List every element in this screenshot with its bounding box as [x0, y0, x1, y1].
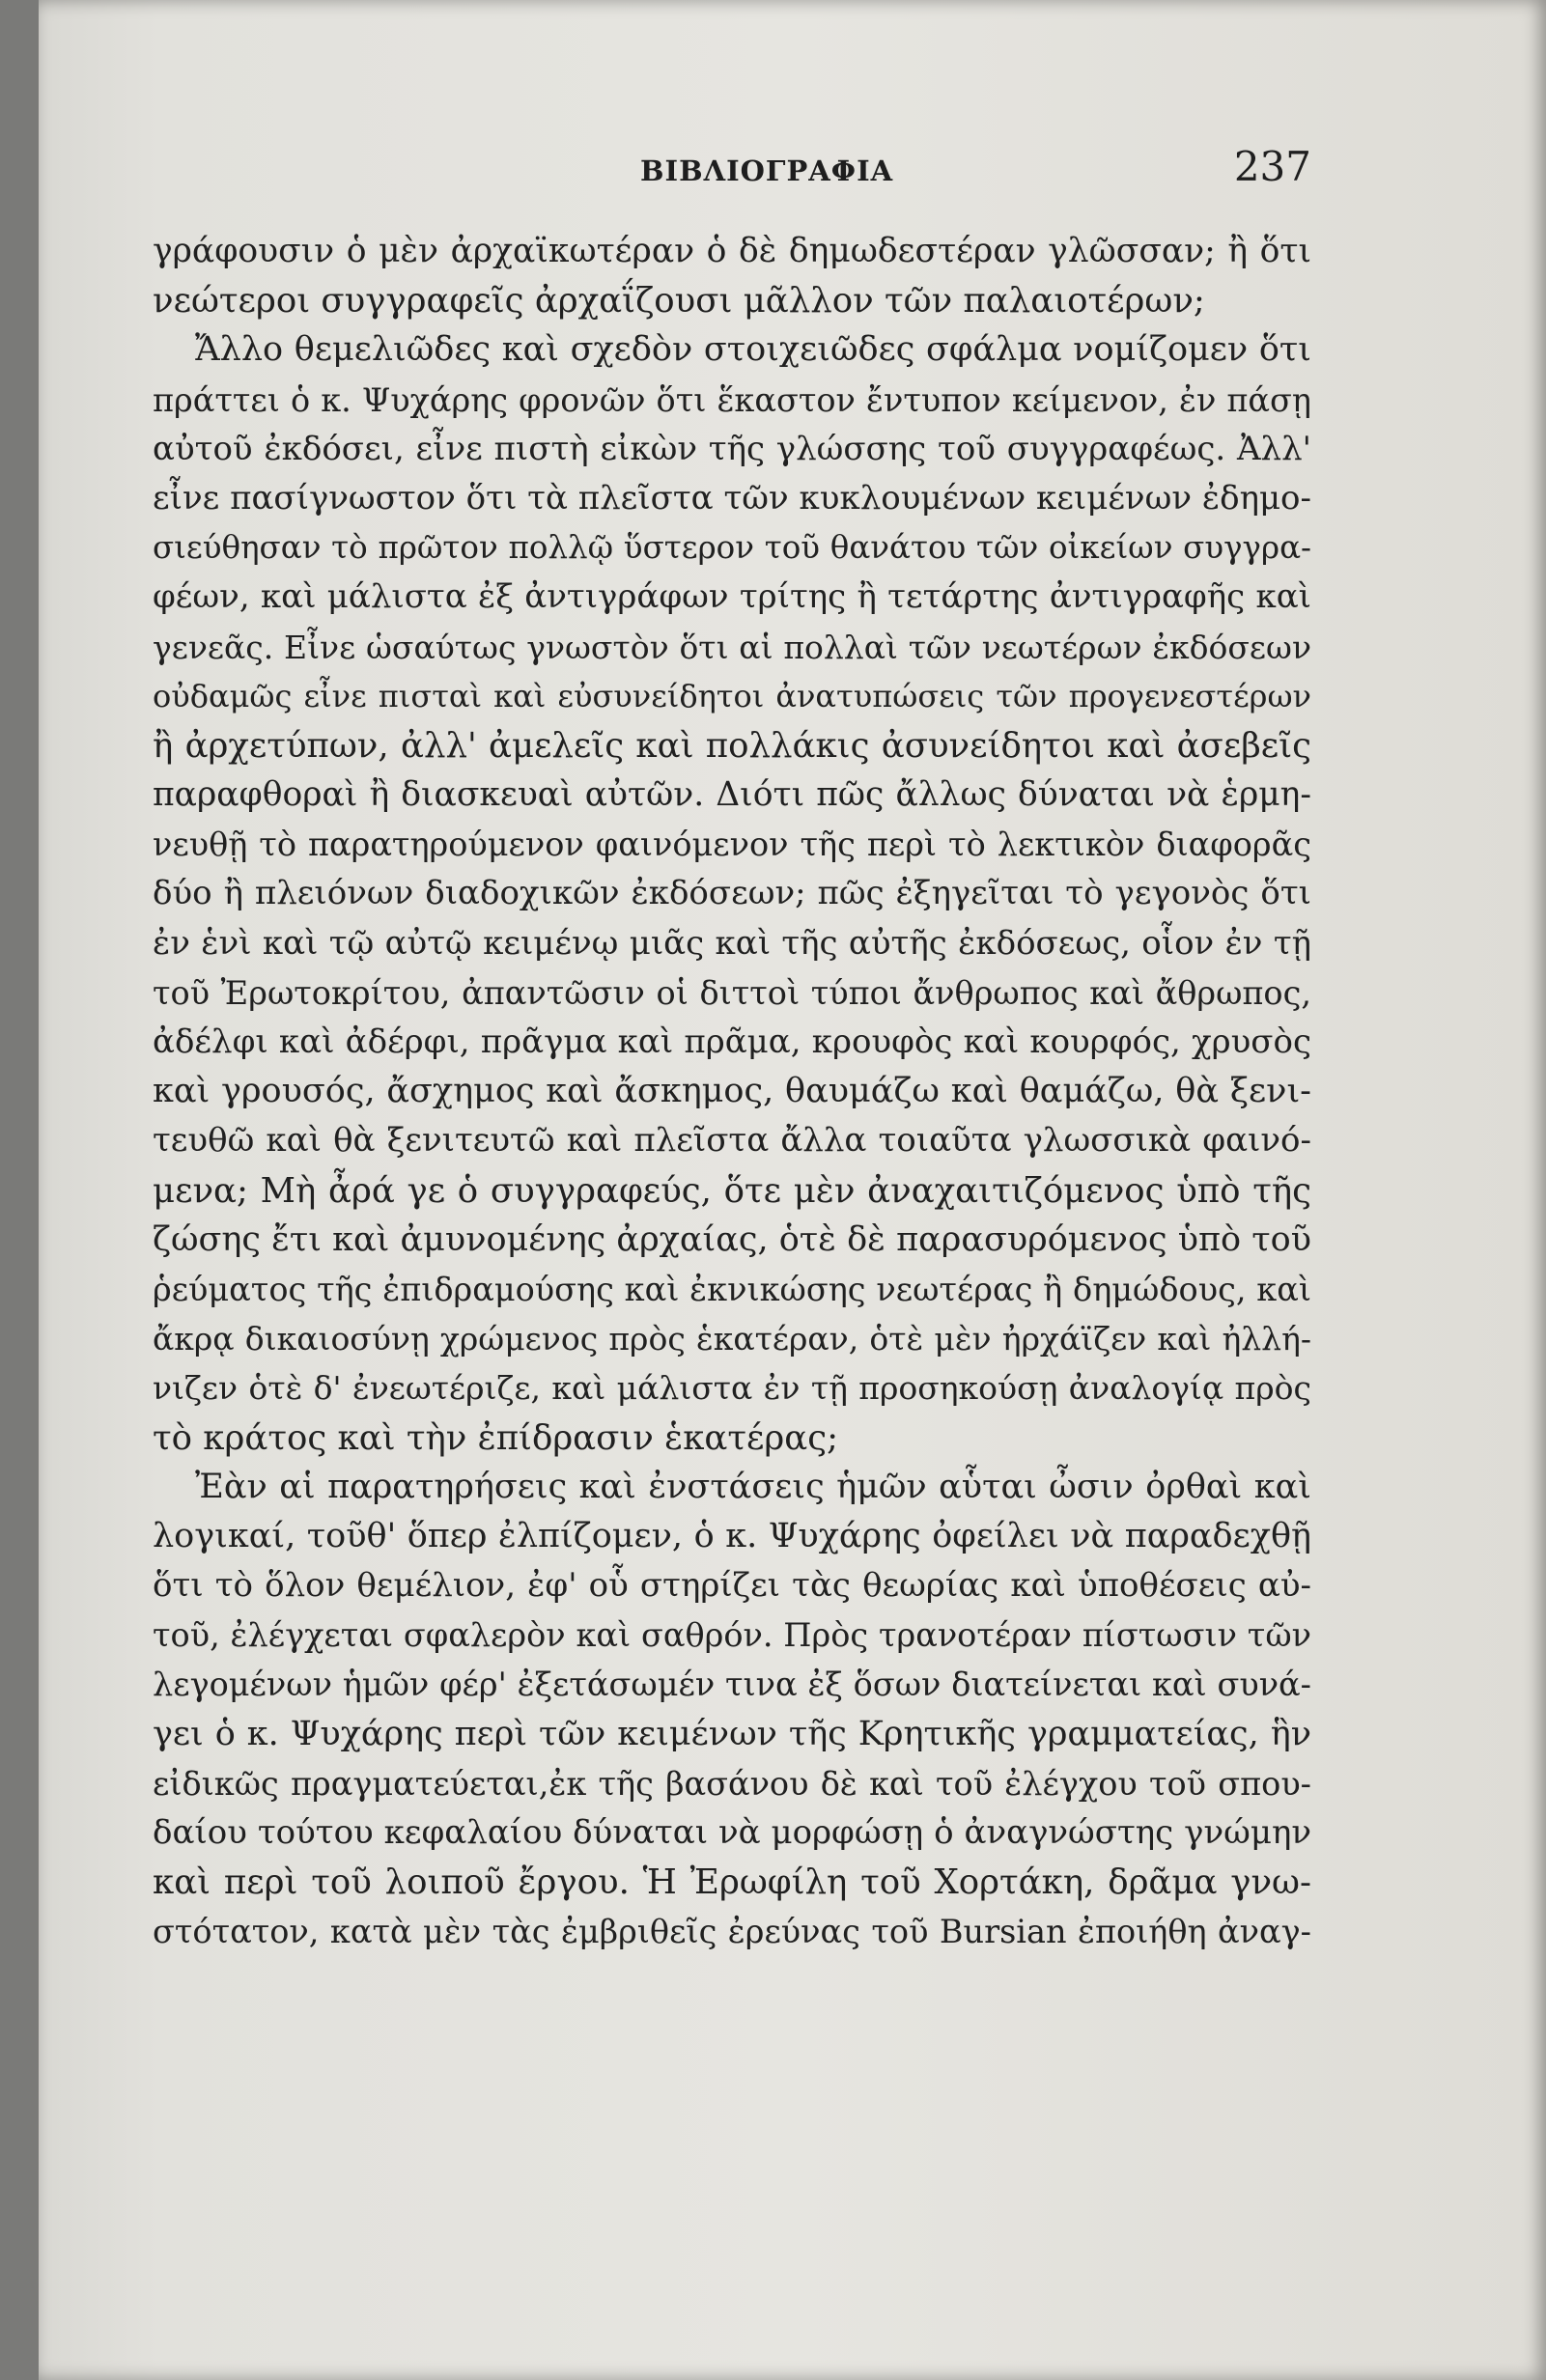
text-line: ἀδέλφι καὶ ἀδέρφι, πρᾶγμα καὶ πρᾶμα, κρουφὸς καὶ κουρφός, χρυσὸς [153, 1022, 1311, 1061]
text-line: οὐδαμῶς εἶνε πισταὶ καὶ εὐσυνείδητοι ἀνατυπώσεις τῶν προγενεστέρων [153, 677, 1311, 714]
book-page [39, 0, 1546, 2380]
text-line: γράφουσιν ὁ μὲν ἀρχαϊκωτέραν ὁ δὲ δημωδεστέραν γλῶσσαν; ἢ ὅτι [153, 232, 1311, 270]
text-line: πράττει ὁ κ. Ψυχάρης φρονῶν ὅτι ἕκαστον ἔντυπον κείμενον, ἐν πάσῃ [153, 380, 1311, 419]
running-title: ΒΙΒΛΙΟΓΡΑΦΙΑ [640, 154, 894, 187]
text-line: εἶνε πασίγνωστον ὅτι τὰ πλεῖστα τῶν κυκλουμένων κειμένων ἐδημο- [153, 478, 1311, 518]
body-text [153, 227, 1311, 1957]
text-line: δαίου τούτου κεφαλαίου δύναται νὰ μορφώσῃ ὁ ἀναγνώστης γνώμην [153, 1813, 1311, 1852]
text-line: δύο ἢ πλειόνων διαδοχικῶν ἐκδόσεων; πῶς ἐξηγεῖται τὸ γεγονὸς ὅτι [153, 874, 1311, 913]
text-line: ῥεύματος τῆς ἐπιδραμούσης καὶ ἐκνικώσης νεωτέρας ἢ δημώδους, καὶ [153, 1270, 1311, 1308]
text-line: τοῦ Ἐρωτοκρίτου, ἀπαντῶσιν οἱ διττοὶ τύποι ἄνθρωπος καὶ ἄθρωπος, [153, 973, 1311, 1012]
text-line: εἰδικῶς πραγματεύεται,ἐκ τῆς βασάνου δὲ καὶ τοῦ ἐλέγχου τοῦ σπου- [153, 1764, 1311, 1803]
text-line: τευθῶ καὶ θὰ ξενιτευτῶ καὶ πλεῖστα ἄλλα τοιαῦτα γλωσσικὰ φαινό- [153, 1121, 1311, 1161]
text-line: λογικαί, τοῦθ' ὅπερ ἐλπίζομεν, ὁ κ. Ψυχάρης ὀφείλει νὰ παραδεχθῇ [153, 1516, 1311, 1555]
text-line: γενεᾶς. Εἶνε ὡσαύτως γνωστὸν ὅτι αἱ πολλαὶ τῶν νεωτέρων ἐκδόσεων [153, 628, 1311, 666]
text-line: τὸ κράτος καὶ τὴν ἐπίδρασιν ἑκατέρας; [153, 1417, 839, 1458]
text-line: γει ὁ κ. Ψυχάρης περὶ τῶν κειμένων τῆς Κρητικῆς γραμματείας, ἣν [153, 1714, 1311, 1753]
page-number: 237 [1233, 143, 1311, 190]
text-line: φέων, καὶ μάλιστα ἐξ ἀντιγράφων τρίτης ἢ τετάρτης ἀντιγραφῆς καὶ [153, 577, 1311, 617]
text-line: νιζεν ὁτὲ δ' ἐνεωτέριζε, καὶ μάλιστα ἐν τῇ προσηκούσῃ ἀναλογίᾳ πρὸς [153, 1369, 1311, 1408]
text-line: Ἐὰν αἱ παρατηρήσεις καὶ ἐνστάσεις ἡμῶν αὗται ὦσιν ὀρθαὶ καὶ [195, 1467, 1311, 1506]
text-line: ὅτι τὸ ὅλον θεμέλιον, ἐφ' οὗ στηρίζει τὰς θεωρίας καὶ ὑποθέσεις αὐ- [153, 1566, 1311, 1606]
text-line: ἄκρᾳ δικαιοσύνῃ χρώμενος πρὸς ἑκατέραν, ὁτὲ μὲν ἠρχάϊζεν καὶ ἠλλή- [153, 1320, 1311, 1358]
text-line: ἐν ἑνὶ καὶ τῷ αὐτῷ κειμένῳ μιᾶς καὶ τῆς αὐτῆς ἐκδόσεως, οἷον ἐν τῇ [153, 923, 1311, 963]
text-line: ζώσης ἔτι καὶ ἀμυνομένης ἀρχαίας, ὁτὲ δὲ παρασυρόμενος ὑπὸ τοῦ [153, 1219, 1311, 1259]
text-line: ἢ ἀρχετύπων, ἀλλ' ἀμελεῖς καὶ πολλάκις ἀσυνείδητοι καὶ ἀσεβεῖς [153, 725, 1311, 766]
text-line: νευθῇ τὸ παρατηρούμενον φαινόμενον τῆς περὶ τὸ λεκτικὸν διαφορᾶς [153, 826, 1311, 864]
text-line: σιεύθησαν τὸ πρῶτον πολλῷ ὕστερον τοῦ θανάτου τῶν οἰκείων συγγρα- [153, 529, 1311, 567]
text-line: Ἄλλο θεμελιῶδες καὶ σχεδὸν στοιχειῶδες σφάλμα νομίζομεν ὅτι [195, 330, 1311, 370]
text-line: καὶ γρουσός, ἄσχημος καὶ ἄσκημος, θαυμάζω καὶ θαμάζω, θὰ ξενι- [153, 1072, 1311, 1111]
text-line: στότατον, κατὰ μὲν τὰς ἐμβριθεῖς ἐρεύνας τοῦ Bursian ἐποιήθη ἀναγ- [153, 1913, 1311, 1951]
text-line: παραφθοραὶ ἢ διασκευαὶ αὐτῶν. Διότι πῶς ἄλλως δύναται νὰ ἑρμη- [153, 775, 1311, 815]
text-line: λεγομένων ἡμῶν φέρ' ἐξετάσωμέν τινα ἐξ ὅσων διατείνεται καὶ συνά- [153, 1666, 1311, 1704]
text-line: νεώτεροι συγγραφεῖς ἀρχαΐζουσι μᾶλλον τῶν παλαιοτέρων; [153, 281, 1205, 322]
text-line: μενα; Μὴ ἆρά γε ὁ συγγραφεύς, ὅτε μὲν ἀναχαιτιζόμενος ὑπὸ τῆς [153, 1170, 1311, 1211]
text-line: καὶ περὶ τοῦ λοιποῦ ἔργου. Ἡ Ἐρωφίλη τοῦ Χορτάκη, δρᾶμα γνω- [153, 1862, 1311, 1903]
text-line: τοῦ, ἐλέγχεται σφαλερὸν καὶ σαθρόν. Πρὸς τρανοτέραν πίστωσιν τῶν [153, 1616, 1311, 1655]
page-header [153, 143, 1311, 201]
text-line: αὐτοῦ ἐκδόσει, εἶνε πιστὴ εἰκὼν τῆς γλώσσης τοῦ συγγραφέως. Ἀλλ' [153, 429, 1311, 468]
